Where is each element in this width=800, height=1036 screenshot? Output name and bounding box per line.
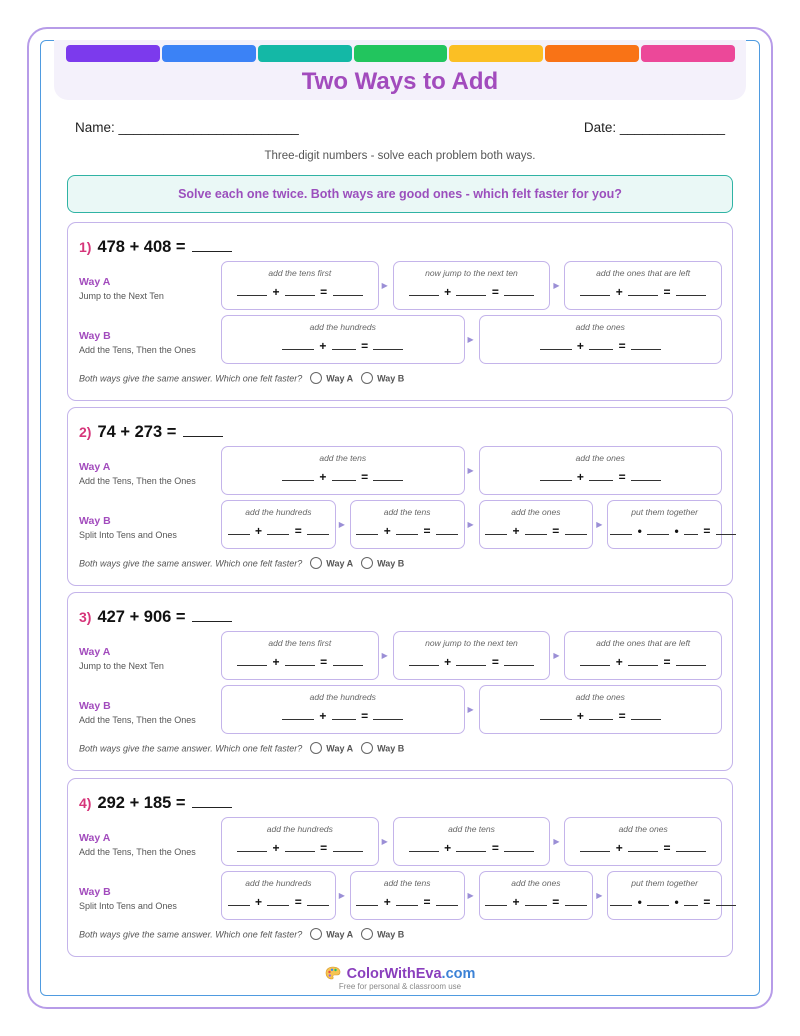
way-name: Way B <box>79 330 111 342</box>
step-arrow-icon: ▶ <box>467 705 474 714</box>
step-equation[interactable]: + = <box>565 655 721 669</box>
step-box[interactable] <box>479 871 594 920</box>
color-stripe <box>162 45 256 62</box>
step-equation[interactable]: + = <box>351 524 464 538</box>
step-arrow-icon: ▶ <box>338 891 345 900</box>
step-arrow-icon: ▶ <box>467 466 474 475</box>
way-description: Add the Tens, Then the Ones <box>79 715 196 725</box>
step-arrow-icon: ▶ <box>338 520 345 529</box>
problem-card <box>67 592 733 771</box>
step-caption: add the tens <box>383 507 431 517</box>
way-description: Add the Tens, Then the Ones <box>79 847 196 857</box>
step-caption: put them together <box>631 507 698 517</box>
step-box[interactable] <box>393 631 551 680</box>
way-label <box>79 700 196 725</box>
way-description: Add the Tens, Then the Ones <box>79 345 196 355</box>
problem-expression: 478 + 408 = <box>97 238 186 256</box>
step-box[interactable] <box>479 500 594 549</box>
step-box[interactable] <box>221 500 336 549</box>
step-caption: add the hundreds <box>245 507 312 517</box>
faster-question <box>79 743 404 755</box>
step-caption: now jump to the next ten <box>425 638 518 648</box>
way-name: Way B <box>79 700 111 712</box>
step-caption: add the tens <box>383 878 431 888</box>
way-description: Jump to the Next Ten <box>79 661 164 671</box>
step-caption: add the ones <box>575 692 625 702</box>
step-equation[interactable]: + = <box>565 285 721 299</box>
step-box[interactable] <box>350 871 465 920</box>
step-caption: add the tens first <box>268 638 332 648</box>
step-equation[interactable]: + = <box>222 895 335 909</box>
step-equation[interactable]: + = <box>222 339 464 353</box>
radio-way-b[interactable] <box>361 928 373 940</box>
way-name: Way A <box>79 646 111 658</box>
answer-blank[interactable] <box>192 792 232 808</box>
step-box[interactable] <box>607 871 722 920</box>
brand-tagline: Free for personal & classroom use <box>338 982 462 991</box>
step-caption: add the ones <box>511 507 561 517</box>
step-caption: add the ones <box>511 878 561 888</box>
step-caption: add the hundreds <box>309 692 376 702</box>
radio-way-b-label: Way B <box>377 558 405 569</box>
radio-way-a-label: Way A <box>326 929 354 940</box>
step-equation[interactable]: + = <box>222 524 335 538</box>
answer-blank[interactable] <box>183 421 223 437</box>
step-equation[interactable]: + = <box>222 709 464 723</box>
step-box[interactable] <box>221 315 465 364</box>
step-equation[interactable]: + = <box>480 895 593 909</box>
way-label <box>79 515 177 540</box>
color-stripe <box>354 45 448 62</box>
step-arrow-icon: ▶ <box>553 281 560 290</box>
faster-question <box>79 373 404 385</box>
problem-expression: 427 + 906 = <box>97 608 186 626</box>
color-stripe <box>545 45 639 62</box>
way-name: Way B <box>79 515 111 527</box>
radio-way-a-label: Way A <box>326 373 354 384</box>
step-caption: add the hundreds <box>309 322 376 332</box>
faster-question <box>79 929 404 941</box>
way-name: Way B <box>79 886 111 898</box>
brand-footer <box>0 966 800 991</box>
step-box[interactable] <box>350 500 465 549</box>
step-box[interactable] <box>221 631 379 680</box>
problem-expression: 292 + 185 = <box>97 794 186 812</box>
way-label <box>79 330 196 355</box>
problem-header <box>79 606 232 627</box>
step-box[interactable] <box>393 261 551 310</box>
step-caption: put them together <box>631 878 698 888</box>
step-arrow-icon: ▶ <box>596 520 603 529</box>
step-equation[interactable]: + = <box>480 470 722 484</box>
step-equation[interactable]: + = <box>222 841 378 855</box>
step-arrow-icon: ▶ <box>467 520 474 529</box>
problem-number: 3) <box>79 609 92 625</box>
way-description: Split Into Tens and Ones <box>79 530 177 540</box>
radio-way-a[interactable] <box>310 372 322 384</box>
subtitle: Three-digit numbers - solve each problem both ways. <box>264 150 536 162</box>
way-description: Add the Tens, Then the Ones <box>79 476 196 486</box>
step-box[interactable] <box>221 871 336 920</box>
step-arrow-icon: ▶ <box>381 281 388 290</box>
radio-way-a-label: Way A <box>326 743 354 754</box>
radio-way-a[interactable] <box>310 742 322 754</box>
color-stripes <box>66 45 735 62</box>
problem-number: 1) <box>79 239 92 255</box>
step-caption: now jump to the next ten <box>425 268 518 278</box>
step-arrow-icon: ▶ <box>553 837 560 846</box>
step-arrow-icon: ▶ <box>553 651 560 660</box>
problem-card <box>67 407 733 586</box>
step-box[interactable] <box>479 446 723 495</box>
way-label <box>79 276 164 301</box>
step-equation[interactable]: + = <box>480 524 593 538</box>
answer-blank[interactable] <box>192 606 232 622</box>
step-box[interactable] <box>221 685 465 734</box>
problem-expression: 74 + 273 = <box>97 423 177 441</box>
step-equation[interactable]: + = <box>480 709 722 723</box>
radio-way-a[interactable] <box>310 557 322 569</box>
way-name: Way A <box>79 461 111 473</box>
way-label <box>79 461 196 486</box>
step-box[interactable] <box>564 817 722 866</box>
palette-icon <box>325 966 341 980</box>
faster-question-text: Both ways give the same answer. Which one felt faster? <box>79 558 303 569</box>
problem-header <box>79 421 223 442</box>
page-title: Two Ways to Add <box>301 68 499 95</box>
step-caption: add the ones <box>618 824 668 834</box>
radio-way-b-label: Way B <box>377 743 405 754</box>
faster-question-text: Both ways give the same answer. Which one felt faster? <box>79 929 303 940</box>
step-box[interactable] <box>479 685 723 734</box>
step-equation[interactable]: • • = <box>608 895 721 909</box>
step-equation[interactable]: + = <box>394 285 550 299</box>
step-caption: add the tens first <box>268 268 332 278</box>
step-box[interactable] <box>221 446 465 495</box>
step-arrow-icon: ▶ <box>467 335 474 344</box>
radio-way-b-label: Way B <box>377 929 405 940</box>
problem-card <box>67 222 733 401</box>
way-name: Way A <box>79 832 111 844</box>
radio-way-b[interactable] <box>361 557 373 569</box>
step-caption: add the hundreds <box>245 878 312 888</box>
step-caption: add the ones <box>575 322 625 332</box>
color-stripe <box>449 45 543 62</box>
step-caption: add the tens <box>319 453 367 463</box>
way-description: Jump to the Next Ten <box>79 291 164 301</box>
step-arrow-icon: ▶ <box>381 651 388 660</box>
step-caption: add the ones that are left <box>596 638 691 648</box>
problem-number: 4) <box>79 795 92 811</box>
way-label <box>79 886 177 911</box>
step-equation[interactable]: + = <box>565 841 721 855</box>
step-arrow-icon: ▶ <box>596 891 603 900</box>
radio-way-b[interactable] <box>361 372 373 384</box>
radio-way-a[interactable] <box>310 928 322 940</box>
problem-number: 2) <box>79 424 92 440</box>
problem-header <box>79 792 232 813</box>
brand-suffix: .com <box>441 966 476 982</box>
faster-question-text: Both ways give the same answer. Which one felt faster? <box>79 743 303 754</box>
step-box[interactable] <box>393 817 551 866</box>
date-field[interactable]: Date: ______________ <box>583 120 725 135</box>
step-arrow-icon: ▶ <box>381 837 388 846</box>
step-equation[interactable]: • • = <box>608 524 721 538</box>
step-caption: add the tens <box>448 824 495 834</box>
step-equation[interactable]: + = <box>222 285 378 299</box>
step-arrow-icon: ▶ <box>467 891 474 900</box>
color-stripe <box>258 45 352 62</box>
step-equation[interactable]: + = <box>222 470 464 484</box>
color-stripe <box>66 45 160 62</box>
step-equation[interactable]: + = <box>480 339 722 353</box>
faster-question-text: Both ways give the same answer. Which one felt faster? <box>79 373 303 384</box>
radio-way-b-label: Way B <box>377 373 405 384</box>
step-equation[interactable]: + = <box>394 655 550 669</box>
step-equation[interactable]: + = <box>351 895 464 909</box>
step-caption: add the ones <box>575 453 625 463</box>
brand-name: ColorWithEva <box>346 966 442 982</box>
step-box[interactable] <box>607 500 722 549</box>
step-box[interactable] <box>479 315 723 364</box>
answer-blank[interactable] <box>192 236 232 252</box>
step-box[interactable] <box>221 261 379 310</box>
instructions-box: Solve each one twice. Both ways are good ones - which felt faster for you? <box>67 175 733 213</box>
radio-way-b[interactable] <box>361 742 373 754</box>
problem-card <box>67 778 733 957</box>
step-box[interactable] <box>564 261 722 310</box>
step-equation[interactable]: + = <box>222 655 378 669</box>
way-name: Way A <box>79 276 111 288</box>
step-box[interactable] <box>564 631 722 680</box>
problem-header <box>79 236 232 257</box>
way-label <box>79 832 196 857</box>
color-stripe <box>641 45 735 62</box>
radio-way-a-label: Way A <box>326 558 354 569</box>
faster-question <box>79 558 404 570</box>
name-field[interactable]: Name: ________________________ <box>75 120 299 135</box>
step-box[interactable] <box>221 817 379 866</box>
step-equation[interactable]: + = <box>394 841 550 855</box>
step-caption: add the hundreds <box>266 824 333 834</box>
way-description: Split Into Tens and Ones <box>79 901 177 911</box>
way-label <box>79 646 164 671</box>
step-caption: add the ones that are left <box>596 268 691 278</box>
